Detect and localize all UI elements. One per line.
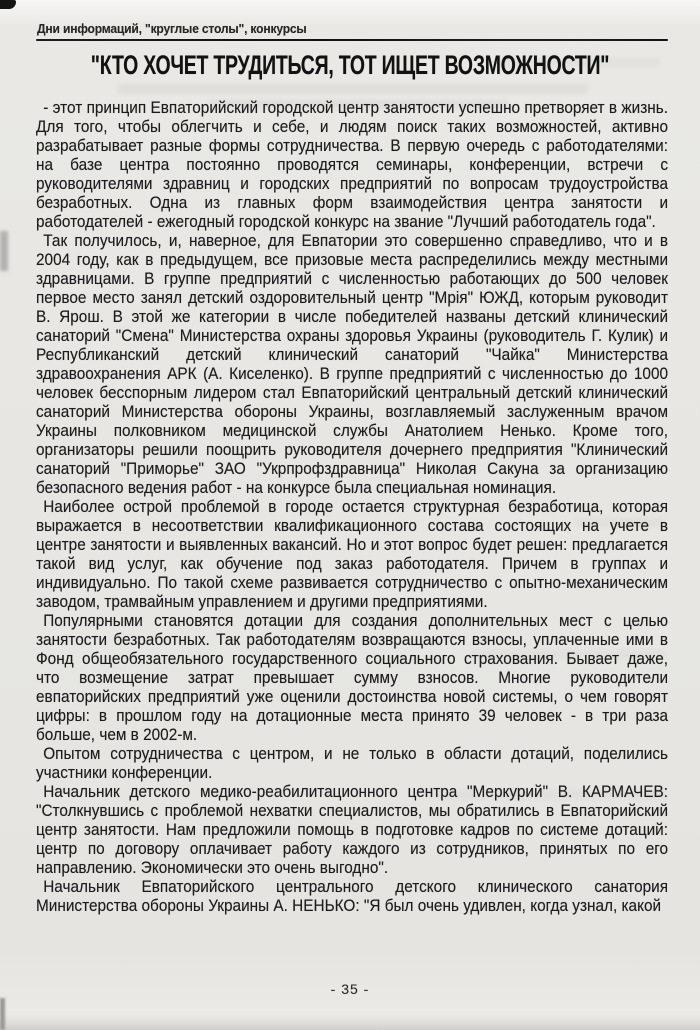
scan-edge-smudge xyxy=(0,231,8,271)
article-paragraph: - этот принцип Евпаторийский городской центр занятости успешно претворяет в жизнь. Для того, чтобы облегчить и себе, и людям поиск таких возможностей, активно разрабатывает разные формы сотрудничества. В первую очередь с работодателями: на базе центра постоянно проводятся семинары, конференции, встречи с руководителями здравниц и городских предприятий по вопросам трудоустройства безработных. Одна из главных форм взаимодействия центра занятости и работодателей - ежегодный городской конкурс на звание "Лучший работодатель года". xyxy=(36,98,669,231)
article-title: "КТО ХОЧЕТ ТРУДИТЬСЯ, ТОТ ИЩЕТ ВОЗМОЖНОСТИ" xyxy=(90,50,610,80)
article-body xyxy=(36,98,668,915)
header-rule xyxy=(36,39,668,41)
scan-corner-mark xyxy=(0,0,16,9)
article-paragraph: Наиболее острой проблемой в городе остается структурная безработица, которая выражается в несоответствии квалификационного состава состоящих на учете в центре занятости и выявленных вакансий. Но и этот вопрос будет решен: предлагается такой вид услуг, как обучение под заказ работодателя. Причем в группах и индивидуально. По такой схеме развивается сотрудничество с опытно-механическим заводом, трамвайным управлением и другими предприятиями. xyxy=(36,497,669,611)
title-row xyxy=(0,50,700,81)
article-paragraph: Популярными становятся дотации для создания дополнительных мест с целью занятости безработных. Так работодателям возвращаются взносы, уплаченные ими в Фонд общеобязательного государственного социального страхования. Бывает даже, что возмещение затрат превышает сумму взносов. Многие руководители евпаторийских предприятий уже оценили достоинства новой системы, о чем говорят цифры: в прошлом году на дотационные места принято 39 человек - в три раза больше, чем в 2002-м. xyxy=(36,611,669,744)
article-paragraph: Опытом сотрудничества с центром, и не только в области дотаций, поделились участники конференции. xyxy=(36,744,669,782)
scan-edge-notch xyxy=(0,998,5,1030)
article-paragraph: Так получилось, и, наверное, для Евпатории это совершенно справедливо, что и в 2004 году, как в предыдущем, все призовые места распределились между местными здравницами. В группе предприятий с численностью работающих до 500 человек первое место занял детский оздоровительный центр "Мрія" ЮЖД, которым руководит В. Ярош. В этой же категории в числе победителей названы детский клинический санаторий "Смена" Министерства охраны здоровья Украины (руководитель Г. Кулик) и Республиканский детский клинический санаторий "Чайка" Министерства здравоохранения АРК (А. Киселенко). В группе предприятий с численностью до 1000 человек бесспорным лидером стал Евпаторийский центральный детский клинический санаторий Министерства обороны Украины, возглавляемый заслуженным врачом Украины полковником медицинской службы Анатолием Ненько. Кроме того, организаторы решили поощрить руководителя дочернего предприятия "Клинический санаторий "Приморье" ЗАО "Укрпрофздравница" Николая Сакуна за организацию безопасного ведения работ - на конкурсе была специальная номинация. xyxy=(36,231,669,497)
running-header: Дни информаций, "круглые столы", конкурсы xyxy=(37,21,307,36)
article-paragraph: Начальник детского медико-реабилитационного центра "Меркурий" В. КАРМАЧЕВ: "Столкнувшись с проблемой нехватки специалистов, мы обратились в Евпаторийский центр занятости. Нам предложили помощь в подготовке кадров по системе дотаций: центр по договору оплачивает работу каждого из сотрудников, принятых по его направлению. Экономически это очень выгодно". xyxy=(36,782,669,877)
article-paragraph: Начальник Евпаторийского центрального детского клинического санатория Министерства обороны Украины А. НЕНЬКО: "Я был очень удивлен, когда узнал, какой xyxy=(36,877,669,915)
page-number: - 35 - xyxy=(330,981,370,997)
bleedthrough-smudge xyxy=(118,84,588,94)
